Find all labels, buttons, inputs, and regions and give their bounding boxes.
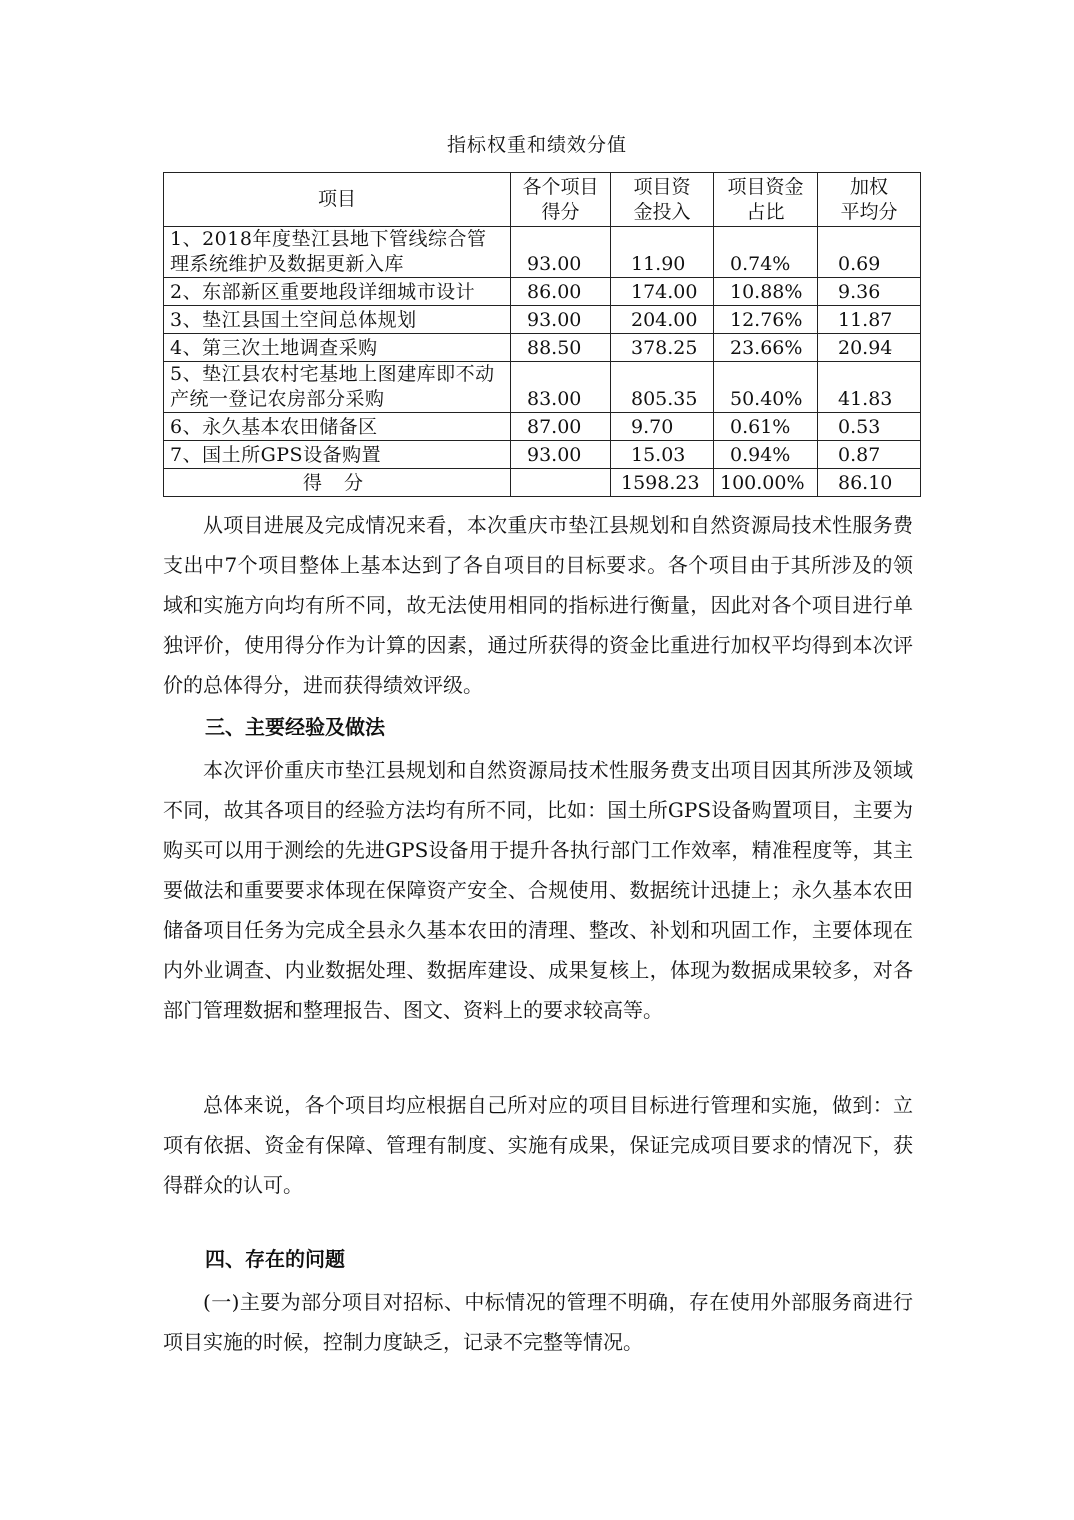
header-investment: 项目资 金投入: [611, 173, 714, 227]
row-investment: 805.35: [611, 362, 714, 413]
row-share: 23.66%: [714, 334, 818, 362]
row-name: 2、东部新区重要地段详细城市设计: [164, 278, 511, 306]
row-share: 10.88%: [714, 278, 818, 306]
table-row: [164, 306, 921, 334]
row-score: 87.00: [511, 413, 611, 441]
paragraph-progress: 从项目进展及完成情况来看，本次重庆市垫江县规划和自然资源局技术性服务费支出中7个项目整体上基本达到了各自项目的目标要求。各个项目由于其所涉及的领域和实施方向均有所不同，故无法使用相同的指标进行衡量，因此对各个项目进行单独评价，使用得分作为计算的因素，通过所获得的资金比重进行加权平均得到本次评价的总体得分，进而获得绩效评级。: [163, 513, 913, 697]
row-investment: 9.70: [611, 413, 714, 441]
paragraph-experience: 本次评价重庆市垫江县规划和自然资源局技术性服务费支出项目因其所涉及领域不同，故其各项目的经验方法均有所不同，比如：国土所GPS设备购置项目，主要为购买可以用于测绘的先进GPS设备用于提升各执行部门工作效率，精准程度等，其主要做法和重要要求体现在保障资产安全、合规使用、数据统计迅捷上；永久基本农田储备项目任务为完成全县永久基本农田的清理、整改、补划和巩固工作，主要体现在内外业调查、内业数据处理、数据库建设、成果复核上，体现为数据成果较多，对各部门管理数据和整理报告、图文、资料上的要求较高等。: [163, 758, 913, 1022]
paragraph-summary: 总体来说，各个项目均应根据自己所对应的项目目标进行管理和实施，做到：立项有依据、资金有保障、管理有制度、实施有成果，保证完成项目要求的情况下，获得群众的认可。: [163, 1093, 913, 1197]
row-weighted: 9.36: [818, 278, 921, 306]
row-weighted: 0.69: [818, 227, 921, 278]
row-score: 93.00: [511, 306, 611, 334]
row-share: 0.61%: [714, 413, 818, 441]
row-name: 3、垫江县国土空间总体规划: [164, 306, 511, 334]
row-weighted: 41.83: [818, 362, 921, 413]
row-weighted: 11.87: [818, 306, 921, 334]
row-name: 1、2018年度垫江县地下管线综合管理系统维护及数据更新入库: [164, 227, 511, 278]
header-share: 项目资金 占比: [714, 173, 818, 227]
table-header-row: [164, 173, 921, 227]
total-weighted: 86.10: [818, 469, 921, 497]
row-share: 50.40%: [714, 362, 818, 413]
row-share: 0.74%: [714, 227, 818, 278]
row-name: 7、国土所GPS设备购置: [164, 441, 511, 469]
table-row: [164, 441, 921, 469]
total-score: [511, 469, 611, 497]
section-heading-problems: 四、存在的问题: [205, 1247, 345, 1271]
total-investment: 1598.23: [611, 469, 714, 497]
header-item: 项目: [164, 173, 511, 227]
row-weighted: 20.94: [818, 334, 921, 362]
row-share: 12.76%: [714, 306, 818, 334]
table-total-row: [164, 469, 921, 497]
row-investment: 15.03: [611, 441, 714, 469]
row-score: 88.50: [511, 334, 611, 362]
table-row: [164, 334, 921, 362]
row-share: 0.94%: [714, 441, 818, 469]
row-score: 83.00: [511, 362, 611, 413]
row-name: 4、第三次土地调查采购: [164, 334, 511, 362]
table-row: [164, 278, 921, 306]
row-name: 6、永久基本农田储备区: [164, 413, 511, 441]
paragraph-problem-1: (一)主要为部分项目对招标、中标情况的管理不明确，存在使用外部服务商进行项目实施的时候，控制力度缺乏，记录不完整等情况。: [163, 1290, 913, 1354]
total-share: 100.00%: [714, 469, 818, 497]
row-score: 93.00: [511, 441, 611, 469]
header-score: 各个项目 得分: [511, 173, 611, 227]
row-score: 93.00: [511, 227, 611, 278]
row-investment: 204.00: [611, 306, 714, 334]
table-row: [164, 413, 921, 441]
row-name: 5、垫江县农村宅基地上图建库即不动产统一登记农房部分采购: [164, 362, 511, 413]
row-weighted: 0.87: [818, 441, 921, 469]
table-row: [164, 362, 921, 413]
row-investment: 378.25: [611, 334, 714, 362]
row-investment: 174.00: [611, 278, 714, 306]
table-caption: 指标权重和绩效分值: [446, 134, 627, 156]
row-investment: 11.90: [611, 227, 714, 278]
table-row: [164, 227, 921, 278]
total-label: 得 分: [164, 469, 511, 497]
metrics-table: [163, 172, 921, 497]
row-score: 86.00: [511, 278, 611, 306]
header-weighted: 加权 平均分: [818, 173, 921, 227]
section-heading-experience: 三、主要经验及做法: [205, 715, 385, 739]
row-weighted: 0.53: [818, 413, 921, 441]
